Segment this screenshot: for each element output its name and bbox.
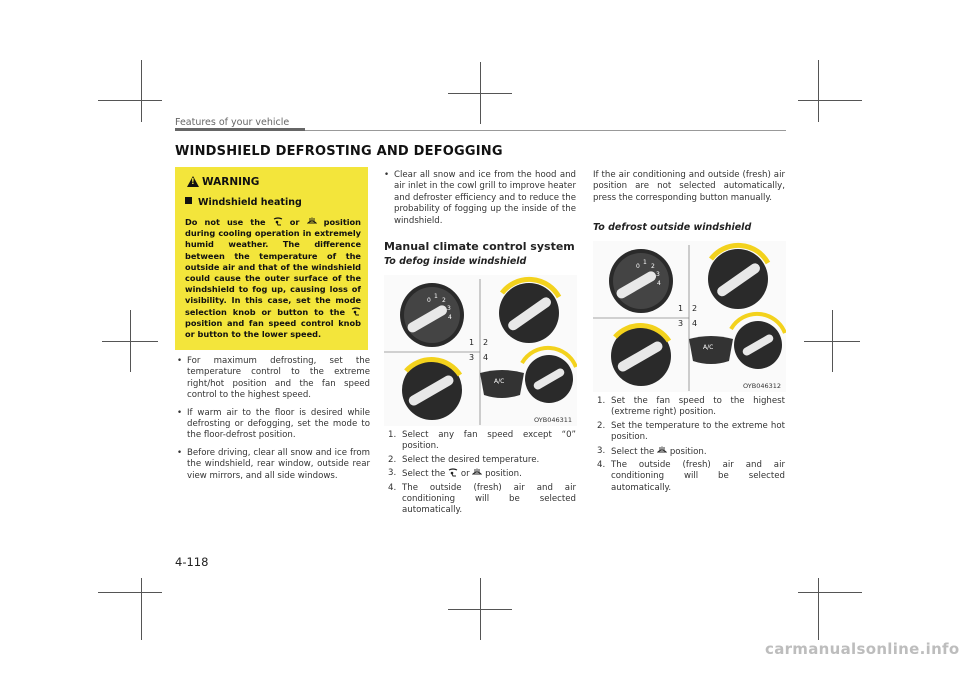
- list-item: [593, 396, 785, 419]
- list-item: [384, 468, 576, 480]
- right-paragraph: If the air conditioning and outside (fresh) air position are not selected automatically, press the corresponding button manually.: [593, 170, 785, 203]
- warning-box: [175, 167, 368, 350]
- warning-body-part1: Do not use the: [185, 217, 266, 227]
- figure-number-3: 3: [678, 319, 684, 328]
- windshield-floor-icon-3: [448, 468, 458, 477]
- warning-body: [185, 217, 361, 340]
- ac-label: A/C: [494, 378, 505, 385]
- fan-tick-0: 0: [427, 297, 431, 304]
- figure-number-4: 4: [692, 319, 698, 328]
- fan-tick-2: 2: [651, 263, 655, 270]
- warning-subheading: [185, 197, 302, 208]
- ac-label: A/C: [703, 344, 714, 351]
- windshield-floor-icon: [273, 217, 283, 226]
- left-bullet-list: [177, 356, 370, 488]
- defrost-subheading: To defrost outside windshield: [593, 222, 752, 233]
- fan-tick-1: 1: [643, 259, 647, 266]
- step-text: The outside (fresh) air and air conditioning will be selected automatically.: [402, 482, 576, 516]
- figure-code: OYB046312: [743, 382, 782, 390]
- registration-mark-left: [102, 310, 158, 372]
- warning-triangle-icon: [187, 176, 199, 187]
- manual-climate-heading: Manual climate control system: [384, 240, 575, 253]
- defrost-icon-2: [472, 468, 482, 477]
- list-item: [384, 455, 576, 466]
- section-rule-accent: [175, 128, 305, 131]
- figure-code: OYB046311: [534, 416, 573, 424]
- step-number: 1.: [388, 430, 397, 440]
- watermark: carmanualsonline.info: [765, 640, 960, 658]
- step-text-post: position.: [485, 469, 522, 480]
- step-number: 1.: [597, 396, 606, 406]
- fan-tick-0: 0: [636, 263, 640, 270]
- step-text: Select the desired temperature.: [402, 454, 540, 465]
- figure-defog-controls: [384, 275, 577, 426]
- step-text: Select any fan speed except “0” position.: [402, 430, 576, 452]
- crop-mark-br-h: [798, 592, 862, 593]
- step-text: The outside (fresh) air and air conditioning will be selected automatically.: [611, 460, 785, 493]
- crop-mark-bl-v: [141, 578, 142, 640]
- step-number: 2.: [388, 454, 397, 465]
- fan-tick-1: 1: [434, 293, 438, 300]
- middle-bullet: [384, 170, 576, 227]
- crop-mark-tl-h: [98, 100, 162, 101]
- list-item: [384, 483, 576, 517]
- figure-defrost-controls: [593, 241, 786, 392]
- step-text-pre: Select the: [611, 446, 655, 457]
- fan-tick-4: 4: [448, 314, 452, 321]
- step-number: 2.: [597, 420, 606, 431]
- figure-number-2: 2: [692, 304, 698, 313]
- crop-mark-tr-v: [818, 60, 819, 122]
- step-text-pre: Select the: [402, 469, 446, 480]
- list-item: • Before driving, clear all snow and ice from the windshield, rear window, outside rear view mirrors, and all side windows.: [177, 448, 370, 482]
- defrost-steps: [593, 396, 785, 496]
- defrost-controls-illustration: [593, 241, 786, 392]
- warning-body-or: or: [289, 217, 300, 227]
- step-text: Set the temperature to the extreme hot position.: [611, 420, 785, 443]
- step-number: 3.: [388, 468, 397, 479]
- defog-controls-illustration: [384, 275, 577, 426]
- page-title: WINDSHIELD DEFROSTING AND DEFOGGING: [175, 144, 503, 159]
- square-bullet-icon: [185, 197, 192, 204]
- crop-mark-tr-h: [798, 100, 862, 101]
- registration-mark-bottom: [448, 578, 512, 640]
- list-item: [384, 430, 576, 453]
- section-label: Features of your vehicle: [175, 117, 290, 128]
- step-text: Set the fan speed to the highest (extreme right) position.: [611, 396, 785, 418]
- defrost-icon: [307, 217, 317, 226]
- list-item: [593, 446, 785, 458]
- warning-body-part3: position and fan speed control knob or button to the lower speed.: [185, 317, 361, 340]
- crop-mark-tl-v: [141, 60, 142, 122]
- fan-tick-2: 2: [442, 297, 446, 304]
- registration-mark-right: [804, 310, 860, 372]
- warning-heading: WARNING: [202, 176, 260, 188]
- defrost-icon-3: [657, 446, 667, 455]
- crop-mark-br-v: [818, 578, 819, 640]
- warning-body-part2: position during cooling operation in extremely humid weather. The difference between the temperature of the outside air and that of the windshield could cause the outer surface of the windshield to fog up, causing loss of visibility. In this case, set the mode selection knob or button to the: [185, 217, 361, 317]
- list-item: • Clear all snow and ice from the hood and air inlet in the cowl grill to improve heater and defroster efficiency and to reduce the probability of fogging up the inside of the windshield.: [384, 170, 576, 227]
- fan-tick-3: 3: [656, 271, 660, 278]
- step-number: 3.: [597, 445, 606, 456]
- figure-number-4: 4: [483, 353, 489, 362]
- step-text-post: position.: [669, 446, 707, 457]
- fan-tick-3: 3: [447, 305, 451, 312]
- windshield-floor-icon-2: [351, 307, 361, 316]
- list-item: • If warm air to the floor is desired while defrosting or defogging, set the mode to the floor-defrost position.: [177, 408, 370, 442]
- page-number: 4-118: [175, 555, 209, 569]
- step-number: 4.: [388, 482, 397, 493]
- list-item: [593, 421, 785, 444]
- warning-subheading-text: Windshield heating: [198, 197, 302, 208]
- defog-subheading: To defog inside windshield: [384, 256, 527, 267]
- defog-steps: [384, 430, 576, 519]
- step-number: 4.: [597, 460, 606, 471]
- figure-number-2: 2: [483, 338, 489, 347]
- step-text-or: or: [460, 469, 470, 480]
- figure-number-3: 3: [469, 353, 475, 362]
- list-item: [593, 460, 785, 494]
- figure-number-1: 1: [678, 304, 684, 313]
- figure-number-1: 1: [469, 338, 475, 347]
- fan-tick-4: 4: [657, 280, 661, 287]
- list-item: • For maximum defrosting, set the temperature control to the extreme right/hot position and the fan speed control to the highest speed.: [177, 356, 370, 402]
- crop-mark-bl-h: [98, 592, 162, 593]
- registration-mark-top: [448, 62, 512, 124]
